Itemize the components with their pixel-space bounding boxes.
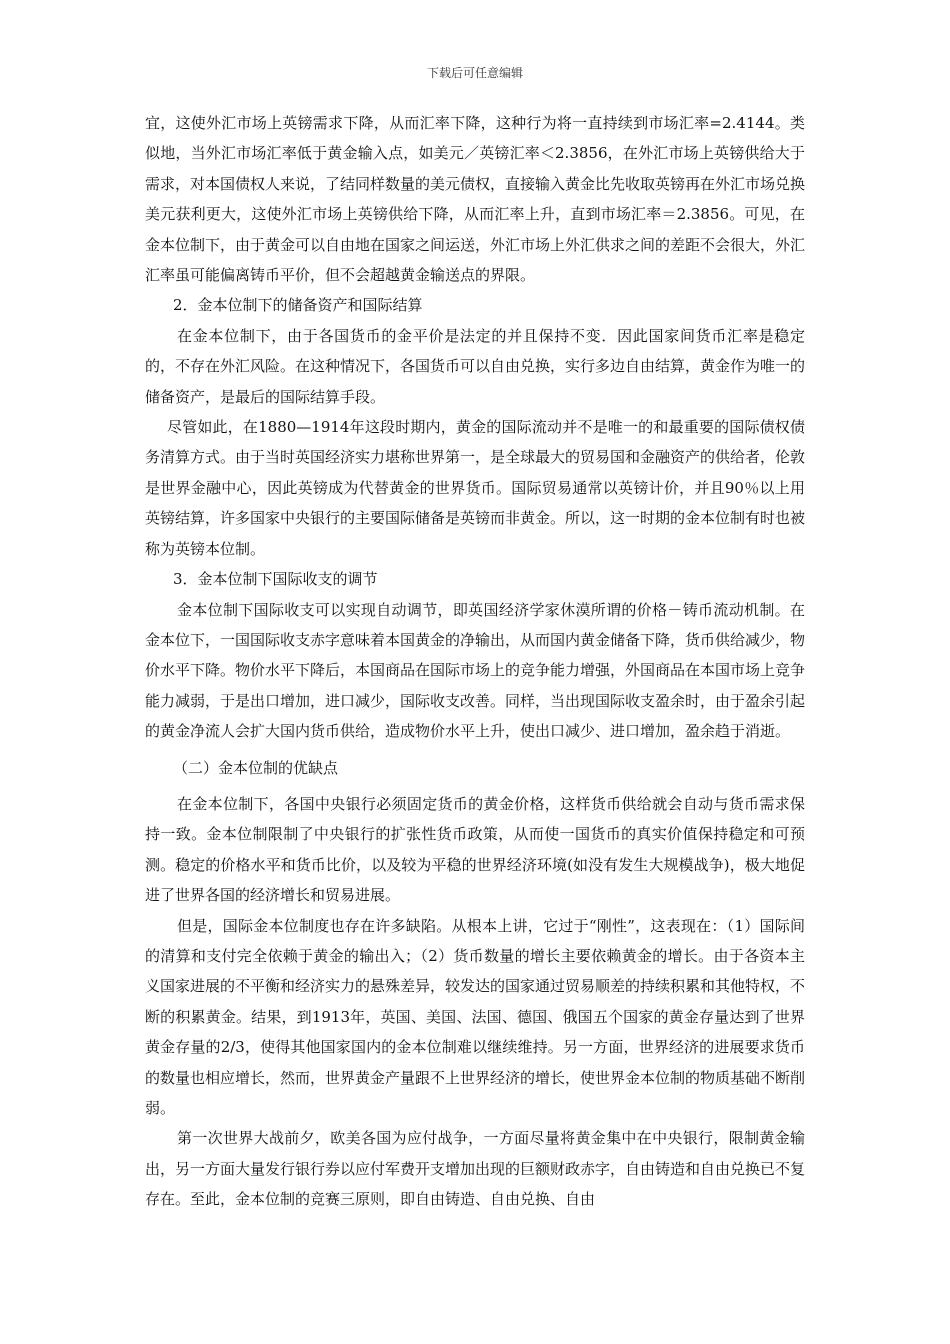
- section-heading-balance-adjustment: 3．金本位制下国际收支的调节: [173, 570, 378, 589]
- document-body: [145, 108, 805, 1215]
- paragraph-disadvantages: 但是，国际金本位制度也存在许多缺陷。从根本上讲，它过于“刚性”，这表现在：（1）国际间的清算和支付完全依赖于黄金的输出入；（2）货币数量的增长主要依赖黄金的增长。由于各资本主义国家进展的不平衡和经济实力的悬殊差异，较发达的国家通过贸易顺差的持续积累和其他特权，不断的积累黄金。结果，到1913年，英国、美国、法国、德国、俄国五个国家的黄金存量达到了世界黄金存量的2/3，使得其他国家国内的金本位制难以继续维持。另一方面，世界经济的进展要求货币的数量也相应增长，然而，世界黄金产量跟不上世界经济的增长，使世界金本位制的物质基础不断削弱。: [145, 916, 806, 1117]
- section-heading-reserve-assets: 2．金本位制下的储备资产和国际结算: [173, 296, 423, 315]
- paragraph-exchange-rate: 宜，这使外汇市场上英镑需求下降，从而汇率下降，这种行为将一直持续到市场汇率=2.4144。类似地，当外汇市场汇率低于黄金输入点，如美元／英镑汇率＜2.3856，在外汇市场上英镑供给大于需求，对本国债权人来说，了结同样数量的美元债权，直接输入黄金比先收取英镑再在外汇市场兑换美元获利更大，这使外汇市场上英镑供给下降，从而汇率上升，直到市场汇率＝2.3856。可见，在金本位制下，由于黄金可以自由地在国家之间运送，外汇市场上外汇供求之间的差距不会很大，外汇汇率虽可能偏离铸币平价，但不会超越黄金输送点的界限。: [145, 114, 806, 285]
- paragraph-wwi: 第一次世界大战前夕，欧美各国为应付战争，一方面尽量将黄金集中在中央银行，限制黄金输出，另一方面大量发行银行券以应付军费开支增加出现的巨额财政赤字，自由铸造和自由兑换已不复存在。至此，金本位制的竞赛三原则，即自由铸造、自由兑换、自由: [145, 1129, 806, 1209]
- paragraph-price-specie-flow: 金本位制下国际收支可以实现自动调节，即英国经济学家休漠所谓的价格－铸币流动机制。在金本位下，一国国际收支赤字意味着本国黄金的净输出，从而国内黄金储备下降，货币供给减少，物价水平下降。物价水平下降后，本国商品在国际市场上的竞争能力增强，外国商品在本国市场上竞争能力减弱，于是出口增加，进口减少，国际收支改善。同样，当出现国际收支盈余时，由于盈余引起的黄金净流人会扩大国内货币供给，造成物价水平上升，使出口减少、进口增加，盈余趋于消逝。: [145, 600, 806, 741]
- paragraph-reserve-assets: 在金本位制下，由于各国货币的金平价是法定的并且保持不变．因此国家间货币汇率是稳定的，不存在外汇风险。在这种情况下，各国货币可以自由兑换，实行多边自由结算，黄金作为唯一的储备资产，是最后的国际结算手段。: [145, 326, 806, 406]
- section-heading-pros-cons: （二）金本位制的优缺点: [173, 758, 339, 777]
- page-header: 下载后可任意编辑: [426, 66, 523, 80]
- paragraph-sterling-standard: 尽管如此，在1880—1914年这段时期内，黄金的国际流动并不是唯一的和最重要的国际债权债务清算方式。由于当时英国经济实力堪称世界第一，是全球最大的贸易国和金融资产的供给者，伦敦是世界金融中心，因此英镑成为代替黄金的世界货币。国际贸易通常以英镑计价，并且90％以上用英镑结算，许多国家中央银行的主要国际储备是英镑而非黄金。所以，这一时期的金本位制有时也被称为英镑本位制。: [145, 418, 806, 558]
- paragraph-advantages: 在金本位制下，各国中央银行必须固定货币的黄金价格，这样货币供给就会自动与货币需求保持一致。金本位制限制了中央银行的扩张性货币政策，从而使一国货币的真实价值保持稳定和可预测。稳定的价格水平和货币比价，以及较为平稳的世界经济环境(如没有发生大规模战争)，极大地促进了世界各国的经济增长和贸易进展。: [145, 794, 805, 905]
